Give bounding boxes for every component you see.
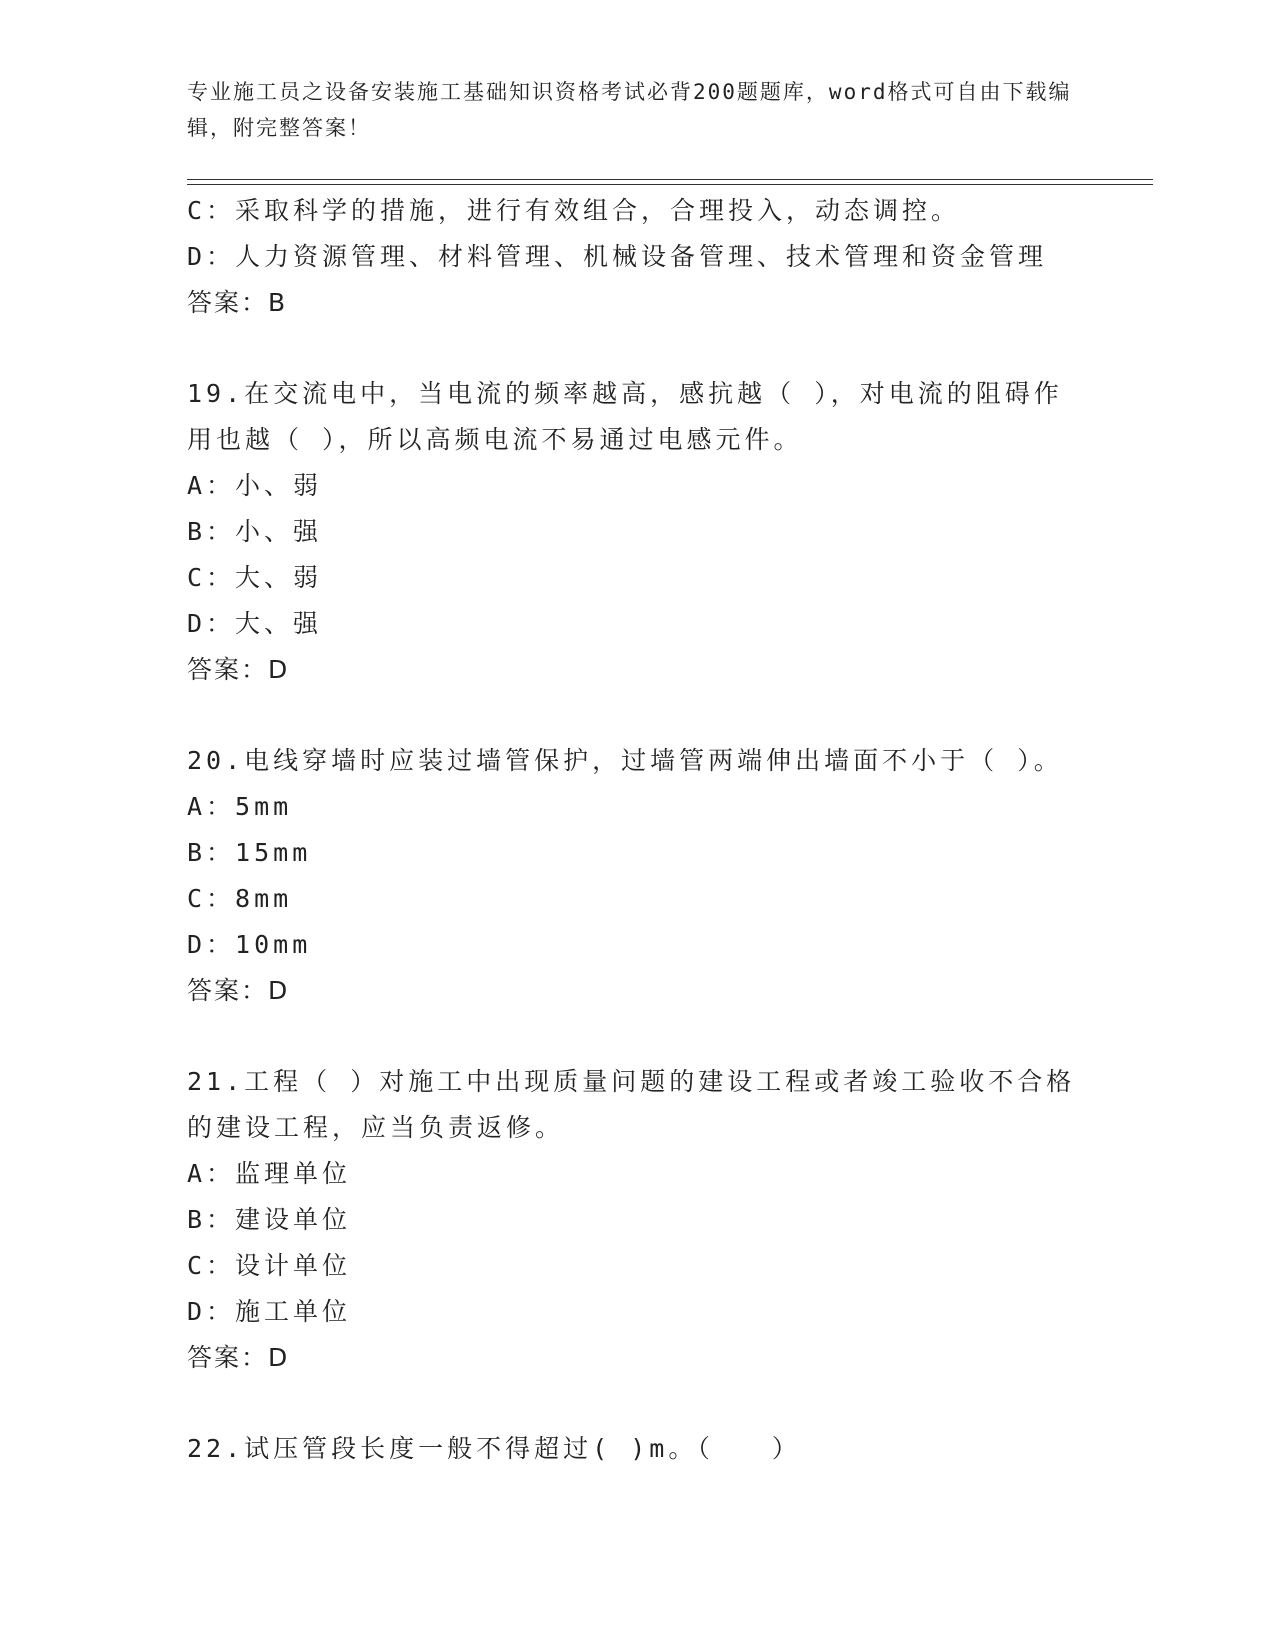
option-b: B：15mm bbox=[187, 838, 312, 867]
option-c: C：采取科学的措施，进行有效组合，合理投入，动态调控。 bbox=[187, 196, 961, 225]
option-c: C：大、弱 bbox=[187, 563, 323, 592]
option-a: A：小、弱 bbox=[187, 471, 323, 500]
option-d: D：大、强 bbox=[187, 609, 323, 638]
header-rule-top bbox=[187, 179, 1153, 180]
option-c: C：8mm bbox=[187, 884, 293, 913]
question-20 bbox=[187, 738, 1087, 1014]
option-a: A：监理单位 bbox=[187, 1159, 352, 1188]
question-stem: 22.试压管段长度一般不得超过( )m。（ ） bbox=[187, 1434, 801, 1463]
question-19 bbox=[187, 371, 1087, 693]
answer-line: 答案：D bbox=[187, 1343, 290, 1372]
option-d: D：10mm bbox=[187, 930, 312, 959]
carryover-block bbox=[187, 188, 1087, 326]
option-b: B：小、强 bbox=[187, 517, 323, 546]
answer-line: 答案：B bbox=[187, 288, 288, 317]
option-a: A：5mm bbox=[187, 792, 293, 821]
option-d: D：人力资源管理、材料管理、机械设备管理、技术管理和资金管理 bbox=[187, 242, 1048, 271]
document-header: 专业施工员之设备安装施工基础知识资格考试必背200题题库，word格式可自由下载编辑，附完整答案！ bbox=[187, 80, 1072, 140]
question-22 bbox=[187, 1426, 1087, 1472]
document-body bbox=[187, 188, 1087, 1472]
option-b: B：建设单位 bbox=[187, 1205, 352, 1234]
question-stem: 21.工程（ ）对施工中出现质量问题的建设工程或者竣工验收不合格的建设工程，应当负责返修。 bbox=[187, 1067, 1076, 1142]
header-rule-bottom bbox=[187, 184, 1153, 185]
question-21 bbox=[187, 1059, 1087, 1381]
answer-line: 答案：D bbox=[187, 976, 290, 1005]
question-stem: 20.电线穿墙时应装过墙管保护，过墙管两端伸出墙面不小于（ ）。 bbox=[187, 746, 1063, 775]
question-stem: 19.在交流电中，当电流的频率越高，感抗越（ ），对电流的阻碍作用也越（ ），所以高频电流不易通过电感元件。 bbox=[187, 379, 1063, 454]
option-d: D：施工单位 bbox=[187, 1297, 352, 1326]
option-c: C：设计单位 bbox=[187, 1251, 352, 1280]
answer-line: 答案：D bbox=[187, 655, 290, 684]
